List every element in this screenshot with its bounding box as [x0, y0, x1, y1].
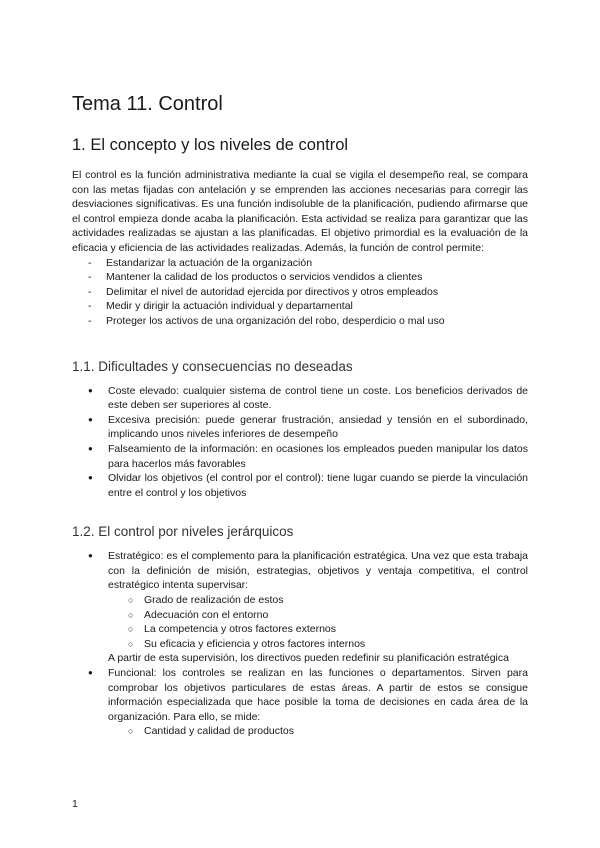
sub-list-item: ○ Adecuación con el entorno [108, 608, 528, 623]
list-item: - Estandarizar la actuación de la organización [72, 256, 528, 271]
section-1-1-list [72, 384, 528, 501]
section-1-list [72, 256, 528, 329]
sub-list-item: ○ La competencia y otros factores externos [108, 622, 528, 637]
list-item: ● Coste elevado: cualquier sistema de control tiene un coste. Los beneficios derivados de este deben ser superiores al coste. [72, 384, 528, 413]
section-1-heading: 1. El concepto y los niveles de control [72, 136, 349, 154]
section-1-paragraph: El control es la función administrativa mediante la cual se vigila el desempeño real, se compara con las metas fijadas con antelación y se emprenden las acciones necesarias para corregir las desviaciones significativas. Es una función indisoluble de la planificación, pudiendo afirmarse que el control empieza donde acaba la planificación. Esta actividad se realiza para garantizar que las actividades realizadas se ajustan a las planificadas. El objetivo primordial es la evaluación de la eficacia y eficiencia de las actividades realizadas. Además, la función de control permite: [72, 169, 528, 254]
page-content [72, 90, 528, 739]
section-1-2-heading: 1.2. El control por niveles jerárquicos [72, 524, 294, 540]
sub-list-item: ○ Cantidad y calidad de productos [108, 724, 528, 739]
page-number: 1 [72, 798, 78, 810]
list-item: ● Excesiva precisión: puede generar frustración, ansiedad y tensión en el subordinado, implicando unos niveles inferiores de desempeño [72, 413, 528, 442]
funcional-sublist [108, 724, 528, 739]
sub-list-item: ○ Su eficacia y eficiencia y otros factores internos [108, 637, 528, 652]
list-item: - Delimitar el nivel de autoridad ejercida por directivos y otros empleados [72, 285, 528, 300]
estrategico-after-text: A partir de esta supervisión, los directivos pueden redefinir su planificación estratégica [108, 652, 509, 665]
estrategico-sublist [108, 593, 528, 651]
sub-list-item: ○ Grado de realización de estos [108, 593, 528, 608]
estrategico-text: Estratégico: es el complemento para la planificación estratégica. Una vez que esta trabaja con la definición de misión, estrategias, objetivos y ventaja competitiva, el control estratégico intenta supervisar: [108, 550, 528, 592]
list-item: ● Olvidar los objetivos (el control por el control): tiene lugar cuando se pierde la vinculación entre el control y los objetivos [72, 471, 528, 500]
section-1-2-list [72, 549, 528, 739]
document-title: Tema 11. Control [72, 93, 223, 115]
list-item: ● Falseamiento de la información: en ocasiones los empleados pueden manipular los datos para hacerlos más favorables [72, 442, 528, 471]
list-item-estrategico [72, 549, 528, 666]
list-item: - Medir y dirigir la actuación individual y departamental [72, 299, 528, 314]
funcional-text: Funcional: los controles se realizan en las funciones o departamentos. Sirven para comprobar los objetivos particulares de estas áreas. A partir de estos se consigue información especializada que hace posible la toma de decisiones en cada área de la organización. Para ello, se mide: [108, 667, 528, 723]
list-item: - Proteger los activos de una organización del robo, desperdicio o mal uso [72, 314, 528, 329]
section-1-1-heading: 1.1. Dificultades y consecuencias no deseadas [72, 358, 353, 374]
list-item-funcional [72, 666, 528, 739]
list-item: - Mantener la calidad de los productos o servicios vendidos a clientes [72, 270, 528, 285]
